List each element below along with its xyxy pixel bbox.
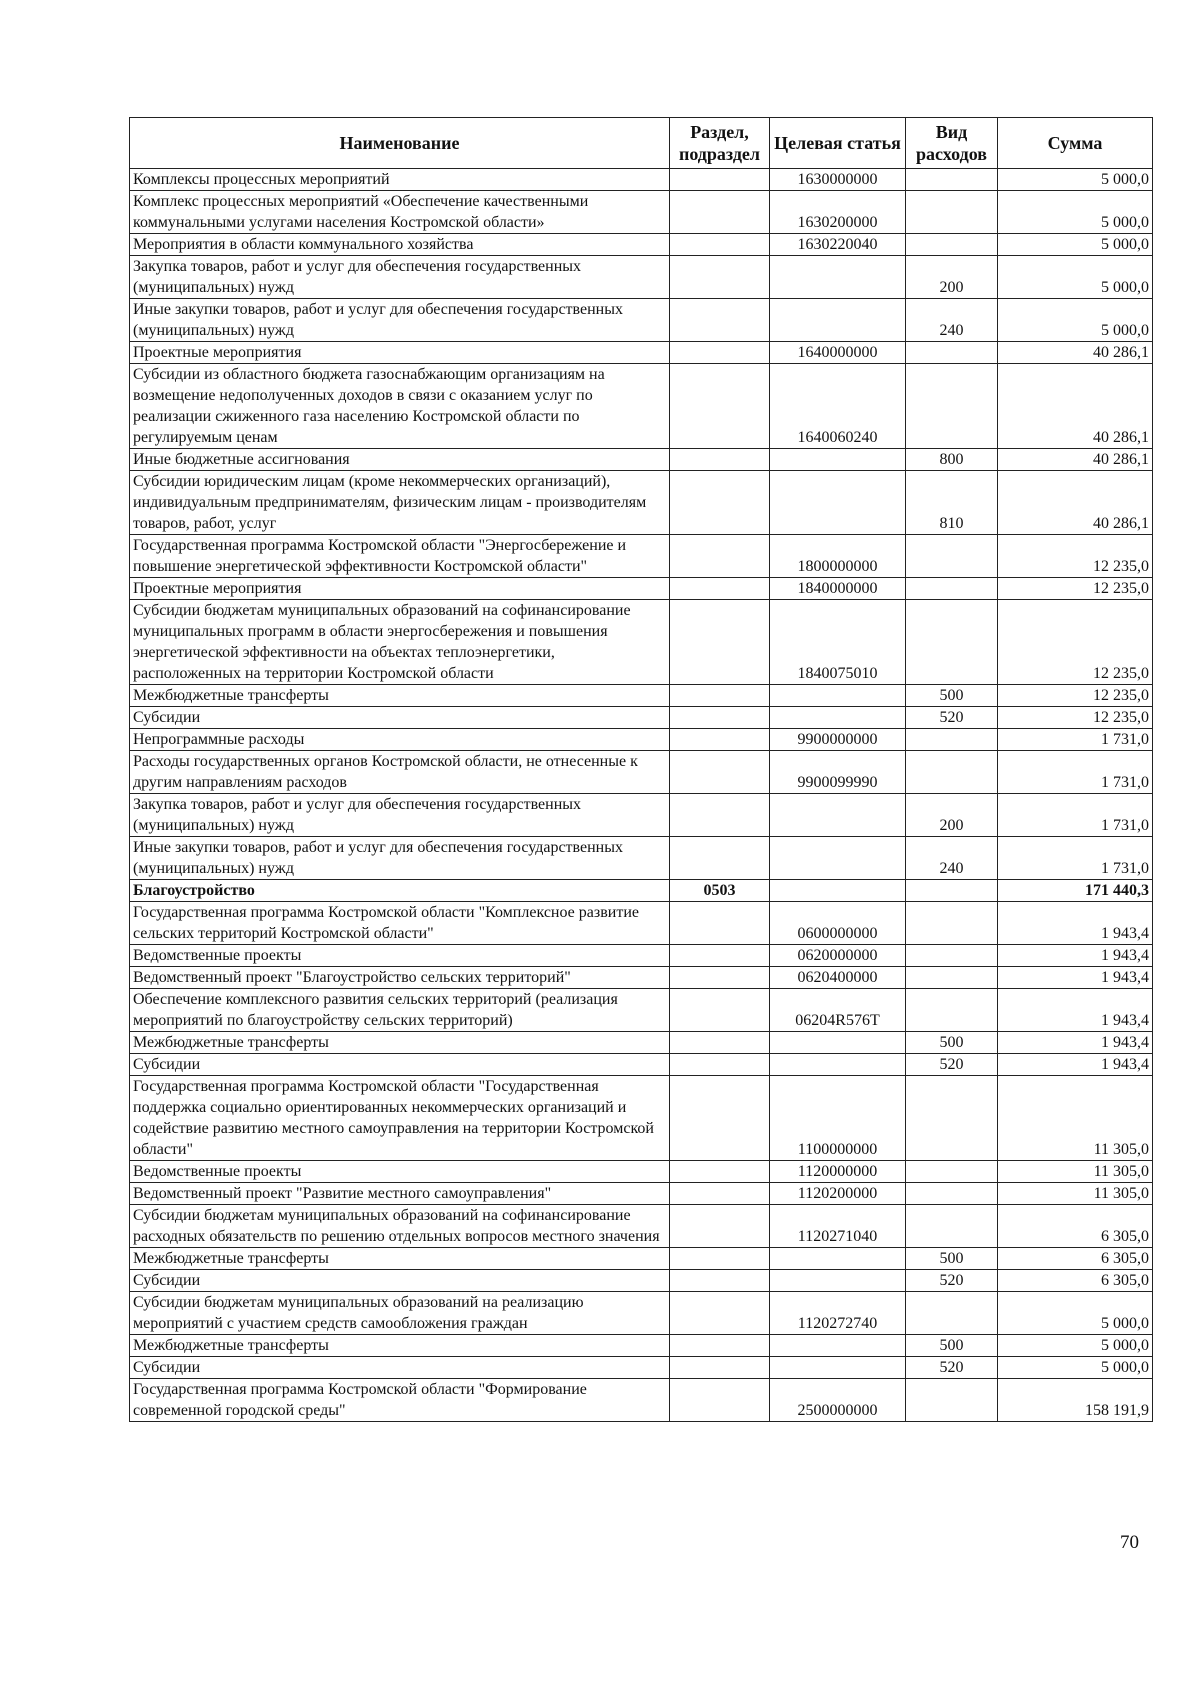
cell-target: 06204R576Т: [770, 989, 906, 1032]
cell-sum: 40 286,1: [998, 471, 1153, 535]
cell-sum: 1 731,0: [998, 837, 1153, 880]
cell-name: Комплексы процессных мероприятий: [130, 169, 670, 191]
cell-sum: 1 731,0: [998, 729, 1153, 751]
cell-target: 1630200000: [770, 191, 906, 234]
cell-section: [670, 449, 770, 471]
cell-kind: [906, 945, 998, 967]
cell-section: [670, 1032, 770, 1054]
cell-kind: [906, 1292, 998, 1335]
table-row: [130, 751, 1153, 794]
cell-sum: 5 000,0: [998, 191, 1153, 234]
cell-name: Закупка товаров, работ и услуг для обеспечения государственных (муниципальных) нужд: [130, 794, 670, 837]
cell-sum: 5 000,0: [998, 234, 1153, 256]
table-row: [130, 837, 1153, 880]
table-row: [130, 449, 1153, 471]
cell-name: Государственная программа Костромской области "Комплексное развитие сельских территорий Костромской области": [130, 902, 670, 945]
table-row: [130, 794, 1153, 837]
cell-kind: 200: [906, 256, 998, 299]
cell-target: 0600000000: [770, 902, 906, 945]
table-row: [130, 1183, 1153, 1205]
cell-target: 1630000000: [770, 169, 906, 191]
cell-section: [670, 1379, 770, 1422]
table-header: [130, 118, 1153, 169]
cell-target: [770, 1032, 906, 1054]
table-row: [130, 1270, 1153, 1292]
header-target: Целевая статья: [770, 118, 906, 169]
cell-name: Субсидии юридическим лицам (кроме некоммерческих организаций), индивидуальным предпринимателям, физическим лицам - производителям товаров, работ, услуг: [130, 471, 670, 535]
table-row: [130, 169, 1153, 191]
cell-sum: 1 943,4: [998, 1032, 1153, 1054]
cell-kind: [906, 535, 998, 578]
table-row: [130, 1357, 1153, 1379]
cell-kind: [906, 169, 998, 191]
cell-section: [670, 600, 770, 685]
cell-sum: 1 731,0: [998, 751, 1153, 794]
cell-section: [670, 1183, 770, 1205]
cell-name: Субсидии: [130, 1054, 670, 1076]
cell-target: 0620400000: [770, 967, 906, 989]
cell-sum: 6 305,0: [998, 1248, 1153, 1270]
cell-sum: 5 000,0: [998, 1335, 1153, 1357]
cell-target: 1120271040: [770, 1205, 906, 1248]
table-row: [130, 685, 1153, 707]
cell-section: [670, 989, 770, 1032]
table-row: [130, 1248, 1153, 1270]
cell-section: [670, 1054, 770, 1076]
cell-sum: 12 235,0: [998, 685, 1153, 707]
cell-section: [670, 1292, 770, 1335]
cell-name: Проектные мероприятия: [130, 578, 670, 600]
cell-sum: 5 000,0: [998, 299, 1153, 342]
table-row: [130, 880, 1153, 902]
budget-table: [129, 117, 1153, 1422]
cell-target: [770, 1357, 906, 1379]
cell-kind: 810: [906, 471, 998, 535]
table-row: [130, 902, 1153, 945]
cell-section: [670, 837, 770, 880]
cell-target: 1840000000: [770, 578, 906, 600]
table-row: [130, 256, 1153, 299]
cell-section: [670, 1270, 770, 1292]
table-row: [130, 234, 1153, 256]
cell-target: [770, 449, 906, 471]
table-row: [130, 1161, 1153, 1183]
cell-sum: 1 943,4: [998, 989, 1153, 1032]
cell-kind: 520: [906, 1357, 998, 1379]
cell-target: [770, 1270, 906, 1292]
cell-name: Субсидии из областного бюджета газоснабжающим организациям на возмещение недополученных доходов в связи с оказанием услуг по реализации сжиженного газа населению Костромской области по регулируемым ценам: [130, 364, 670, 449]
cell-sum: 12 235,0: [998, 578, 1153, 600]
table-row: [130, 191, 1153, 234]
cell-kind: 520: [906, 1270, 998, 1292]
page-number: 70: [1120, 1532, 1139, 1553]
cell-section: [670, 169, 770, 191]
cell-target: 9900000000: [770, 729, 906, 751]
cell-kind: [906, 234, 998, 256]
cell-name: Обеспечение комплексного развития сельских территорий (реализация мероприятий по благоустройству сельских территорий): [130, 989, 670, 1032]
cell-section: [670, 751, 770, 794]
cell-name: Субсидии бюджетам муниципальных образований на реализацию мероприятий с участием средств самообложения граждан: [130, 1292, 670, 1335]
cell-target: 1120000000: [770, 1161, 906, 1183]
cell-sum: 1 731,0: [998, 794, 1153, 837]
cell-sum: 40 286,1: [998, 342, 1153, 364]
cell-name: Ведомственный проект "Развитие местного самоуправления": [130, 1183, 670, 1205]
table-row: [130, 1032, 1153, 1054]
cell-kind: 240: [906, 837, 998, 880]
table-body: [130, 169, 1153, 1422]
cell-kind: 520: [906, 707, 998, 729]
cell-section: [670, 299, 770, 342]
cell-section: [670, 342, 770, 364]
cell-target: 9900099990: [770, 751, 906, 794]
cell-sum: 158 191,9: [998, 1379, 1153, 1422]
cell-section: [670, 1248, 770, 1270]
cell-sum: 1 943,4: [998, 945, 1153, 967]
cell-name: Проектные мероприятия: [130, 342, 670, 364]
cell-kind: [906, 880, 998, 902]
table-row: [130, 707, 1153, 729]
cell-name: Ведомственные проекты: [130, 1161, 670, 1183]
cell-section: [670, 967, 770, 989]
cell-target: [770, 1054, 906, 1076]
cell-name: Субсидии: [130, 1357, 670, 1379]
cell-section: [670, 945, 770, 967]
cell-name: Межбюджетные трансферты: [130, 1032, 670, 1054]
cell-kind: [906, 342, 998, 364]
cell-kind: 240: [906, 299, 998, 342]
cell-section: [670, 1161, 770, 1183]
cell-name: Непрограммные расходы: [130, 729, 670, 751]
cell-name: Межбюджетные трансферты: [130, 685, 670, 707]
cell-target: [770, 707, 906, 729]
cell-kind: [906, 364, 998, 449]
cell-target: [770, 685, 906, 707]
cell-kind: 200: [906, 794, 998, 837]
cell-sum: 12 235,0: [998, 535, 1153, 578]
table-row: [130, 1076, 1153, 1161]
cell-sum: 12 235,0: [998, 707, 1153, 729]
cell-kind: [906, 989, 998, 1032]
cell-section: [670, 256, 770, 299]
cell-name: Закупка товаров, работ и услуг для обеспечения государственных (муниципальных) нужд: [130, 256, 670, 299]
cell-sum: 1 943,4: [998, 902, 1153, 945]
cell-name: Государственная программа Костромской области "Государственная поддержка социально ориентированных некоммерческих организаций и содействие развитию местного самоуправления на территории Костромской области": [130, 1076, 670, 1161]
cell-kind: [906, 191, 998, 234]
cell-kind: 500: [906, 1032, 998, 1054]
header-sum: Сумма: [998, 118, 1153, 169]
cell-target: [770, 471, 906, 535]
cell-name: Ведомственный проект "Благоустройство сельских территорий": [130, 967, 670, 989]
cell-name: Государственная программа Костромской области "Формирование современной городской среды": [130, 1379, 670, 1422]
cell-target: 1640060240: [770, 364, 906, 449]
header-section: Раздел, подраздел: [670, 118, 770, 169]
cell-section: [670, 729, 770, 751]
cell-target: 1120272740: [770, 1292, 906, 1335]
cell-sum: 5 000,0: [998, 1292, 1153, 1335]
header-name: Наименование: [130, 118, 670, 169]
table-row: [130, 1292, 1153, 1335]
cell-section: [670, 1357, 770, 1379]
cell-sum: 1 943,4: [998, 1054, 1153, 1076]
cell-name: Ведомственные проекты: [130, 945, 670, 967]
cell-kind: 520: [906, 1054, 998, 1076]
cell-name: Иные закупки товаров, работ и услуг для обеспечения государственных (муниципальных) нужд: [130, 299, 670, 342]
cell-target: 1840075010: [770, 600, 906, 685]
cell-section: [670, 191, 770, 234]
header-kind: Вид расходов: [906, 118, 998, 169]
cell-kind: [906, 578, 998, 600]
cell-target: [770, 1335, 906, 1357]
cell-section: [670, 707, 770, 729]
cell-kind: [906, 1161, 998, 1183]
cell-kind: [906, 1076, 998, 1161]
table-row: [130, 578, 1153, 600]
table-row: [130, 471, 1153, 535]
cell-target: [770, 794, 906, 837]
cell-kind: [906, 1379, 998, 1422]
table-row: [130, 364, 1153, 449]
cell-target: [770, 880, 906, 902]
cell-name: Комплекс процессных мероприятий «Обеспечение качественными коммунальными услугами населения Костромской области»: [130, 191, 670, 234]
cell-kind: [906, 1183, 998, 1205]
cell-name: Субсидии: [130, 707, 670, 729]
cell-section: [670, 1205, 770, 1248]
cell-section: [670, 794, 770, 837]
cell-section: 0503: [670, 880, 770, 902]
cell-section: [670, 471, 770, 535]
cell-target: 2500000000: [770, 1379, 906, 1422]
cell-kind: [906, 729, 998, 751]
table-row: [130, 1054, 1153, 1076]
cell-section: [670, 1076, 770, 1161]
cell-target: 0620000000: [770, 945, 906, 967]
cell-sum: 6 305,0: [998, 1205, 1153, 1248]
cell-sum: 5 000,0: [998, 256, 1153, 299]
table-row: [130, 1335, 1153, 1357]
table-row: [130, 945, 1153, 967]
cell-name: Межбюджетные трансферты: [130, 1248, 670, 1270]
cell-target: 1640000000: [770, 342, 906, 364]
cell-name: Субсидии бюджетам муниципальных образований на софинансирование расходных обязательств по решению отдельных вопросов местного значения: [130, 1205, 670, 1248]
cell-target: 1120200000: [770, 1183, 906, 1205]
cell-sum: 12 235,0: [998, 600, 1153, 685]
cell-section: [670, 535, 770, 578]
table-row: [130, 535, 1153, 578]
cell-name: Межбюджетные трансферты: [130, 1335, 670, 1357]
table-row: [130, 299, 1153, 342]
cell-sum: 5 000,0: [998, 169, 1153, 191]
cell-sum: 40 286,1: [998, 364, 1153, 449]
cell-name: Иные закупки товаров, работ и услуг для обеспечения государственных (муниципальных) нужд: [130, 837, 670, 880]
cell-name: Иные бюджетные ассигнования: [130, 449, 670, 471]
cell-sum: 171 440,3: [998, 880, 1153, 902]
cell-section: [670, 234, 770, 256]
cell-sum: 40 286,1: [998, 449, 1153, 471]
cell-kind: 500: [906, 685, 998, 707]
cell-name: Субсидии: [130, 1270, 670, 1292]
cell-sum: 5 000,0: [998, 1357, 1153, 1379]
table-row: [130, 600, 1153, 685]
cell-section: [670, 578, 770, 600]
cell-name: Мероприятия в области коммунального хозяйства: [130, 234, 670, 256]
cell-target: 1800000000: [770, 535, 906, 578]
table-row: [130, 729, 1153, 751]
cell-name: Расходы государственных органов Костромской области, не отнесенные к другим направлениям расходов: [130, 751, 670, 794]
table-row: [130, 1379, 1153, 1422]
cell-sum: 11 305,0: [998, 1076, 1153, 1161]
table-row: [130, 342, 1153, 364]
cell-kind: [906, 751, 998, 794]
cell-section: [670, 364, 770, 449]
cell-target: [770, 299, 906, 342]
cell-name: Государственная программа Костромской области "Энергосбережение и повышение энергетической эффективности Костромской области": [130, 535, 670, 578]
cell-kind: [906, 902, 998, 945]
cell-sum: 6 305,0: [998, 1270, 1153, 1292]
cell-section: [670, 1335, 770, 1357]
cell-target: [770, 837, 906, 880]
cell-target: 1630220040: [770, 234, 906, 256]
cell-section: [670, 685, 770, 707]
cell-section: [670, 902, 770, 945]
table-row: [130, 989, 1153, 1032]
cell-sum: 11 305,0: [998, 1161, 1153, 1183]
cell-name: Благоустройство: [130, 880, 670, 902]
cell-target: 1100000000: [770, 1076, 906, 1161]
cell-kind: 800: [906, 449, 998, 471]
cell-name: Субсидии бюджетам муниципальных образований на софинансирование муниципальных программ в области энергосбережения и повышения энергетической эффективности на объектах теплоэнергетики, расположенных на территории Костромской области: [130, 600, 670, 685]
cell-target: [770, 256, 906, 299]
cell-kind: 500: [906, 1248, 998, 1270]
cell-sum: 1 943,4: [998, 967, 1153, 989]
table-row: [130, 1205, 1153, 1248]
cell-sum: 11 305,0: [998, 1183, 1153, 1205]
cell-kind: [906, 600, 998, 685]
cell-kind: [906, 967, 998, 989]
table-row: [130, 967, 1153, 989]
cell-kind: [906, 1205, 998, 1248]
cell-target: [770, 1248, 906, 1270]
cell-kind: 500: [906, 1335, 998, 1357]
